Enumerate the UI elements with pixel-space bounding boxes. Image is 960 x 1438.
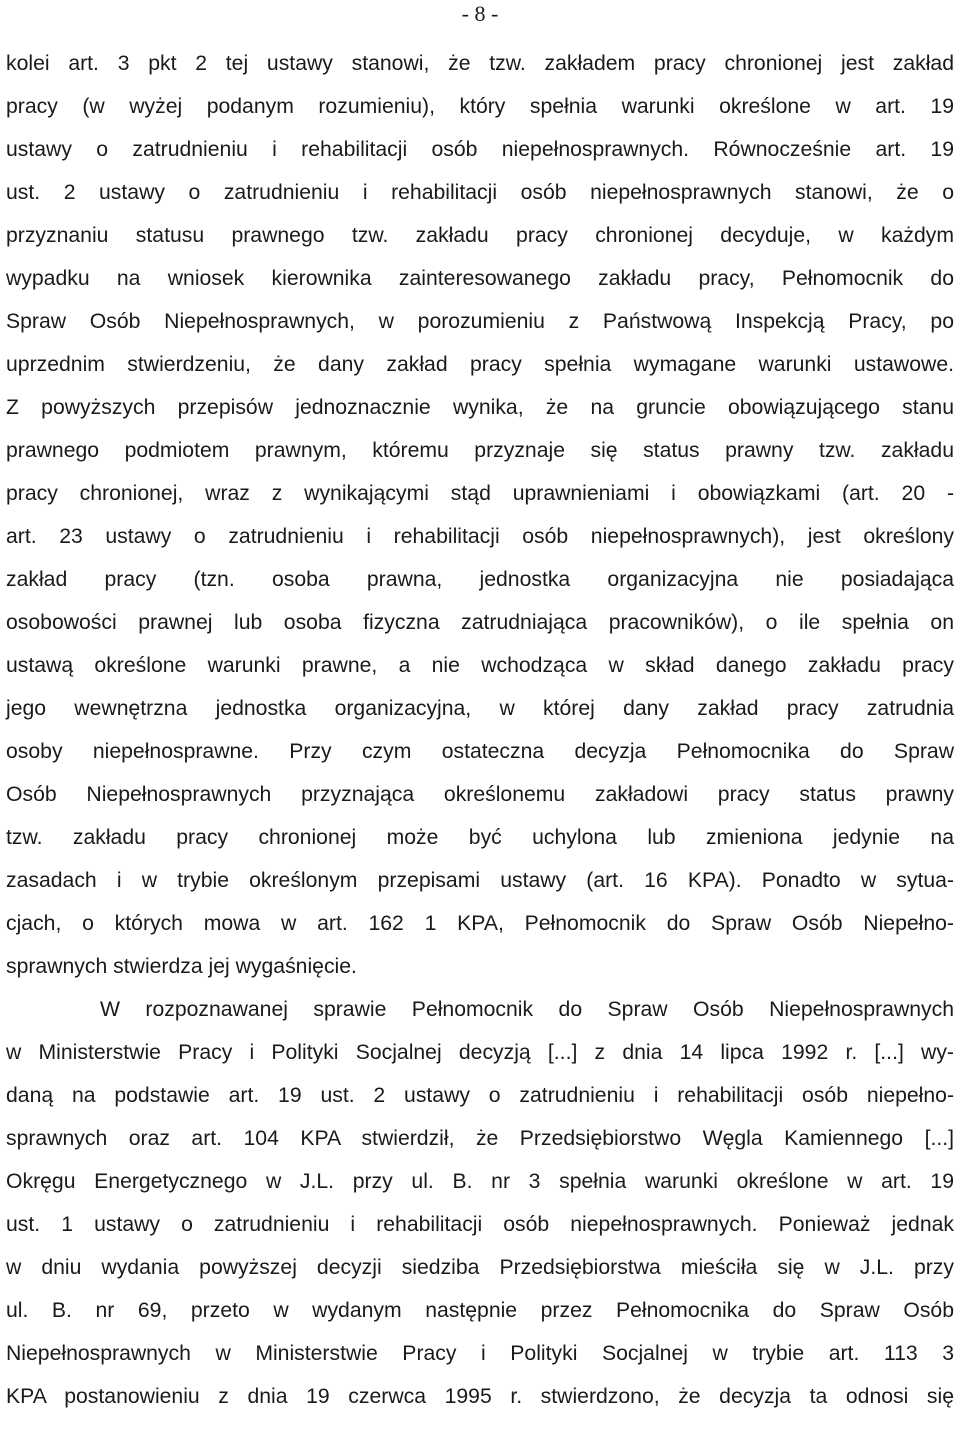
text-line: Niepełnosprawnych w Ministerstwie Pracy i Polityki Socjalnej w trybie art. 113 3 [6, 1342, 954, 1365]
text-line: zakład pracy (tzn. osoba prawna, jednostka organizacyjna nie posiadająca [6, 568, 954, 591]
text-line: sprawnych oraz art. 104 KPA stwierdził, że Przedsiębiorstwo Węgla Kamiennego [...] [6, 1127, 954, 1150]
text-line: ustawy o zatrudnieniu i rehabilitacji osób niepełnosprawnych. Równocześnie art. 19 [6, 138, 954, 161]
text-line: Spraw Osób Niepełnosprawnych, w porozumieniu z Państwową Inspekcją Pracy, po [6, 310, 954, 333]
text-line: zasadach i w trybie określonym przepisami ustawy (art. 16 KPA). Ponadto w sytua- [6, 869, 954, 892]
text-line: kolei art. 3 pkt 2 tej ustawy stanowi, że tzw. zakładem pracy chronionej jest zakład [6, 52, 954, 75]
text-line: osoby niepełnosprawne. Przy czym ostateczna decyzja Pełnomocnika do Spraw [6, 740, 954, 763]
text-line: przyznaniu statusu prawnego tzw. zakładu pracy chronionej decyduje, w każdym [6, 224, 954, 247]
text-line: KPA postanowieniu z dnia 19 czerwca 1995 r. stwierdzono, że decyzja ta odnosi się [6, 1385, 954, 1408]
text-line: prawnego podmiotem prawnym, któremu przyznaje się status prawny tzw. zakładu [6, 439, 954, 462]
text-line: uprzednim stwierdzeniu, że dany zakład pracy spełnia wymagane warunki ustawowe. [6, 353, 954, 376]
text-line: pracy (w wyżej podanym rozumieniu), który spełnia warunki określone w art. 19 [6, 95, 954, 118]
text-line: Okręgu Energetycznego w J.L. przy ul. B. nr 3 spełnia warunki określone w art. 19 [6, 1170, 954, 1193]
text-line: daną na podstawie art. 19 ust. 2 ustawy o zatrudnieniu i rehabilitacji osób niepełno- [6, 1084, 954, 1107]
text-line: pracy chronionej, wraz z wynikającymi stąd uprawnieniami i obowiązkami (art. 20 - [6, 482, 954, 505]
text-line: ust. 2 ustawy o zatrudnieniu i rehabilitacji osób niepełnosprawnych stanowi, że o [6, 181, 954, 204]
text-line: osobowości prawnej lub osoba fizyczna zatrudniająca pracowników), o ile spełnia on [6, 611, 954, 634]
text-line: ust. 1 ustawy o zatrudnieniu i rehabilitacji osób niepełnosprawnych. Ponieważ jednak [6, 1213, 954, 1236]
text-line: sprawnych stwierdza jej wygaśnięcie. [6, 955, 357, 978]
text-line: tzw. zakładu pracy chronionej może być uchylona lub zmieniona jedynie na [6, 826, 954, 849]
text-line: ul. B. nr 69, przeto w wydanym następnie przez Pełnomocnika do Spraw Osób [6, 1299, 954, 1322]
text-line: Z powyższych przepisów jednoznacznie wynika, że na gruncie obowiązującego stanu [6, 396, 954, 419]
page-number: - 8 - [461, 1, 499, 26]
text-line: jego wewnętrzna jednostka organizacyjna, w której dany zakład pracy zatrudnia [6, 697, 954, 720]
text-line: cjach, o których mowa w art. 162 1 KPA, Pełnomocnik do Spraw Osób Niepełno- [6, 912, 954, 935]
text-line: ustawą określone warunki prawne, a nie wchodząca w skład danego zakładu pracy [6, 654, 954, 677]
text-line: wypadku na wniosek kierownika zainteresowanego zakładu pracy, Pełnomocnik do [6, 267, 954, 290]
text-line: art. 23 ustawy o zatrudnieniu i rehabilitacji osób niepełnosprawnych), jest określony [6, 525, 954, 548]
text-line: w dniu wydania powyższej decyzji siedziba Przedsiębiorstwa mieściła się w J.L. przy [6, 1256, 954, 1279]
text-line: W rozpoznawanej sprawie Pełnomocnik do Spraw Osób Niepełnosprawnych [100, 998, 954, 1021]
text-line: w Ministerstwie Pracy i Polityki Socjalnej decyzją [...] z dnia 14 lipca 1992 r. [...] wy- [6, 1041, 954, 1064]
text-line: Osób Niepełnosprawnych przyznająca określonemu zakładowi pracy status prawny [6, 783, 954, 806]
